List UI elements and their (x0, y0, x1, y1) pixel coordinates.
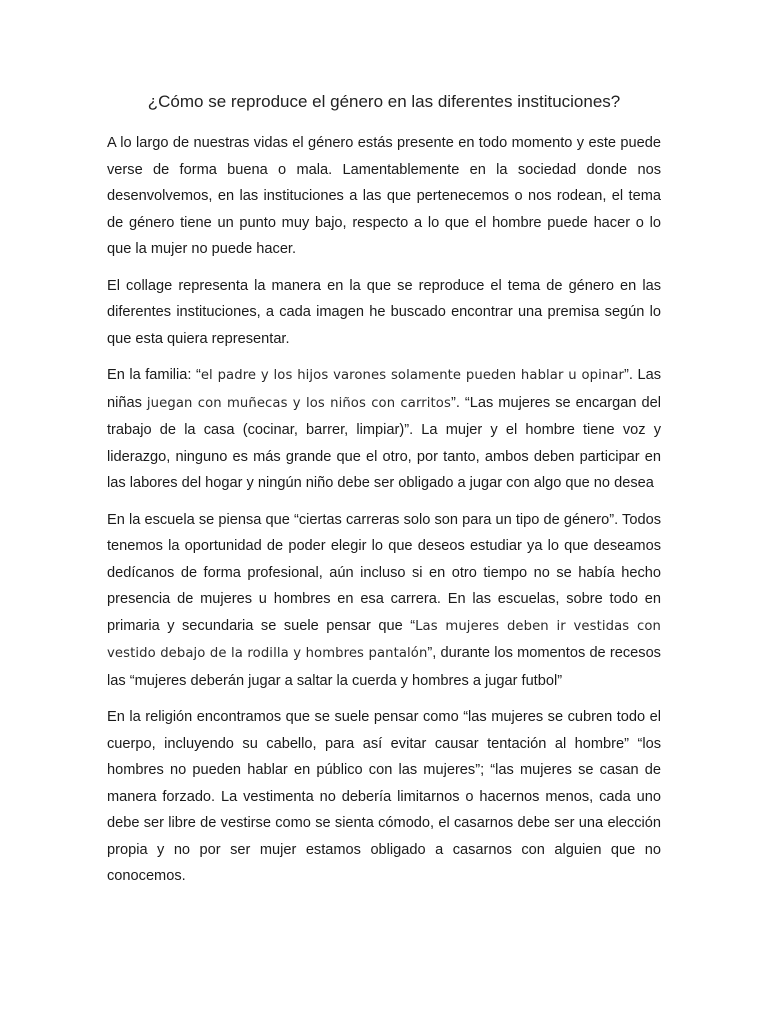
paragraph-religion: En la religión encontramos que se suele pensar como “las mujeres se cubren todo el cuerpo, incluyendo su cabello, para así evitar causar tentación al hombre” “los hombres no pueden hablar en público con las mujeres”; “las mujeres se casan de manera forzado. La vestimenta no debería limitarnos o hacernos menos, cada uno debe ser libre de vestirse como se sienta cómodo, el casarnos debe ser una elección propia y no por ser mujer estamos obligado a casarnos con alguien que no conocemos. (107, 709, 661, 884)
school-quote: Las mujeres deben ir vestidas con vestido debajo de la rodilla y hombres pantalón (107, 618, 661, 661)
family-quote-2: juegan con muñecas y los niños con carritos (146, 395, 451, 411)
paragraph-intro: A lo largo de nuestras vidas el género estás presente en todo momento y este puede verse de forma buena o mala. Lamentablemente en la sociedad donde nos desenvolvemos, en las instituciones a las que pertenecemos o nos rodean, el tema de género tiene un punto muy bajo, respecto a lo que el hombre puede hacer o lo que la mujer no puede hacer. (107, 135, 661, 257)
school-text-start: En la escuela se piensa que “ciertas carreras solo son para un tipo de género”. Todos tenemos la oportunidad de poder elegir lo que deseos estudiar ya lo que deseamos dedícanos de forma profesional, aún incluso si en otro tiempo no se había hecho presencia de mujeres u hombres en esa carrera. En las escuelas, sobre todo en primaria y secundaria se suele pensar que “ (107, 511, 661, 634)
paragraph-family (107, 362, 661, 497)
paragraph-school (107, 507, 661, 695)
family-quote-1: el padre y los hijos varones solamente pueden hablar u opinar (200, 368, 625, 383)
family-text-end: ”. “Las mujeres se encargan del trabajo de la casa (cocinar, barrer, limpiar)”. La mujer y el hombre tiene voz y liderazgo, ninguno es más grande que el otro, por tanto, ambos deben participar en las labores del hogar y ningún niño debe ser obligado a jugar con algo que no desea (107, 394, 662, 491)
page-title: ¿Cómo se reproduce el género en las diferentes instituciones? (147, 92, 621, 111)
family-text-start: En la familia: “ (107, 367, 201, 383)
family-text-mid: ”. Las niñas (107, 367, 661, 411)
school-text-end: ”, durante los momentos de recesos las “mujeres deberán jugar a saltar la cuerda y hombres a jugar futbol” (107, 645, 661, 689)
document-body (107, 130, 661, 900)
paragraph-collage: El collage representa la manera en la que se reproduce el tema de género en las diferentes instituciones, a cada imagen he buscado encontrar una premisa según lo que esta quiera representar. (107, 277, 661, 347)
